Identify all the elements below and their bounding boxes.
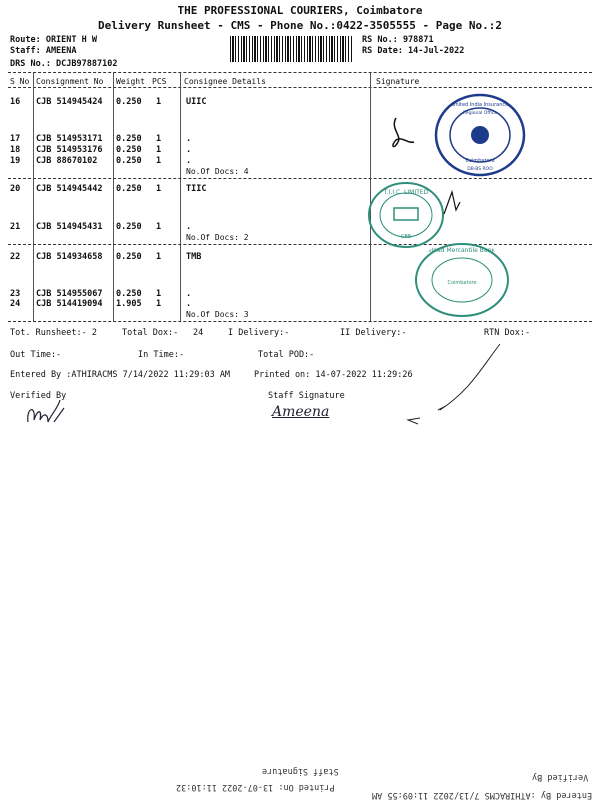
group-separator xyxy=(8,244,592,245)
total-dox-value: 24 xyxy=(193,328,204,338)
rs-date: RS Date: 14-Jul-2022 xyxy=(362,46,465,56)
cell-wt: 0.250 xyxy=(116,134,142,144)
tmb-stamp-icon xyxy=(412,240,512,320)
col-divider xyxy=(180,73,181,321)
bleed-printed-on: Printed On: 13-07-2022 11:10:32 xyxy=(176,782,335,792)
rs-number: RS No.: 978871 xyxy=(362,35,434,45)
tiic-stamp-text-1: T.I.I.C. LIMITED xyxy=(383,189,429,196)
cell-sno: 18 xyxy=(10,145,21,155)
cell-pcs: 1 xyxy=(156,184,162,194)
docs-count: No.Of Docs: 2 xyxy=(186,233,249,242)
cell-wt: 0.250 xyxy=(116,145,142,155)
uiic-stamp-text-4: DB-BS ROO xyxy=(467,167,493,172)
column-header: Consignment No xyxy=(36,77,104,86)
col-divider xyxy=(113,73,114,321)
delivery-signature-stroke-icon xyxy=(400,340,510,430)
uiic-stamp-text-3: Coimbatore xyxy=(465,158,495,164)
column-header: Weight xyxy=(116,77,145,86)
staff-label: Staff: AMEENA xyxy=(10,46,77,56)
cell-cons: CJB 514945431 xyxy=(36,222,103,232)
cell-sno: 24 xyxy=(10,299,21,309)
cell-wt: 0.250 xyxy=(116,97,142,107)
cell-cons: CJB 514953176 xyxy=(36,145,103,155)
cell-sno: 19 xyxy=(10,156,21,166)
docs-count: No.Of Docs: 4 xyxy=(186,167,249,176)
cell-sno: 17 xyxy=(10,134,21,144)
entered-by: Entered By :ATHIRACMS 7/14/2022 11:29:03 AM xyxy=(10,370,231,380)
tiic-stamp-text-2: CBE xyxy=(400,234,412,240)
cell-pcs: 1 xyxy=(156,222,162,232)
cell-detail: . xyxy=(186,289,192,299)
uiic-stamp-text-1: United India Insurance xyxy=(451,102,509,108)
tiic-stamp-icon xyxy=(366,180,446,250)
tmb-stamp-text-2: Coimbatore xyxy=(447,280,477,286)
cell-wt: 0.250 xyxy=(116,156,142,166)
cell-cons: CJB 514945442 xyxy=(36,184,103,194)
ii-delivery-label: II Delivery:- xyxy=(340,328,407,338)
bleed-entered-by: Entered By :ATHIRACMS 7/13/2022 11:09:55 AM xyxy=(372,790,593,800)
barcode xyxy=(230,36,352,62)
table-header-rule xyxy=(8,87,592,88)
total-pod-label: Total POD:- xyxy=(258,350,315,360)
cell-wt: 0.250 xyxy=(116,184,142,194)
bleed-staff-signature: Staff Signature xyxy=(262,766,339,776)
cell-pcs: 1 xyxy=(156,134,162,144)
cell-sno: 23 xyxy=(10,289,21,299)
cell-detail: TIIC xyxy=(186,184,207,194)
cell-pcs: 1 xyxy=(156,299,162,309)
cell-cons: CJB 514953171 xyxy=(36,134,103,144)
cell-wt: 1.905 xyxy=(116,299,142,309)
cell-wt: 0.250 xyxy=(116,222,142,232)
verified-by-label: Verified By xyxy=(10,391,67,401)
uiic-stamp-text-2: Regional Office xyxy=(463,111,497,116)
cell-detail: TMB xyxy=(186,252,202,262)
cell-cons: CJB 514934658 xyxy=(36,252,103,262)
in-time-label: In Time:- xyxy=(138,350,185,360)
cell-cons: CJB 514945424 xyxy=(36,97,103,107)
cell-pcs: 1 xyxy=(156,156,162,166)
cell-detail: . xyxy=(186,156,192,166)
staff-signature-handwriting: Ameena xyxy=(272,404,330,420)
cell-pcs: 1 xyxy=(156,289,162,299)
cell-pcs: 1 xyxy=(156,145,162,155)
cell-detail: UIIC xyxy=(186,97,207,107)
rtn-dox-label: RTN Dox:- xyxy=(484,328,531,338)
tiic-receiver-signature-icon xyxy=(440,188,464,218)
total-dox-label: Total Dox:- xyxy=(122,328,179,338)
cell-detail: . xyxy=(186,145,192,155)
cell-cons: CJB 88670102 xyxy=(36,156,98,166)
bleed-verified-by: Verified By xyxy=(532,772,589,782)
cell-sno: 22 xyxy=(10,252,21,262)
cell-detail: . xyxy=(186,134,192,144)
route-label: Route: ORIENT H W xyxy=(10,35,97,45)
company-name: THE PROFESSIONAL COURIERS, Coimbatore xyxy=(177,4,423,17)
out-time-label: Out Time:- xyxy=(10,350,62,360)
tmb-stamp-text-1: Tamilnad Mercantile Bank Ltd xyxy=(417,247,507,254)
i-delivery-label: I Delivery:- xyxy=(228,328,290,338)
docs-count: No.Of Docs: 3 xyxy=(186,310,249,319)
table-bottom-rule xyxy=(8,321,592,322)
column-header: S No xyxy=(10,77,30,86)
drs-number: DRS No.: DCJB97887102 xyxy=(10,59,118,69)
printed-on: Printed on: 14-07-2022 11:29:26 xyxy=(254,370,413,380)
total-runsheet: Tot. Runsheet:- 2 xyxy=(10,328,97,338)
staff-signature-label: Staff Signature xyxy=(268,391,345,401)
col-divider xyxy=(33,73,34,321)
cell-sno: 21 xyxy=(10,222,21,232)
cell-pcs: 1 xyxy=(156,252,162,262)
cell-sno: 16 xyxy=(10,97,21,107)
column-header: Consignee Details xyxy=(184,77,266,86)
uiic-stamp-icon xyxy=(432,92,528,178)
table-top-rule xyxy=(8,72,592,73)
cell-wt: 0.250 xyxy=(116,252,142,262)
cell-pcs: 1 xyxy=(156,97,162,107)
cell-sno: 20 xyxy=(10,184,21,194)
cell-wt: 0.250 xyxy=(116,289,142,299)
cell-cons: CJB 514419094 xyxy=(36,299,103,309)
group-separator xyxy=(8,178,592,179)
runsheet-title: Delivery Runsheet - CMS - Phone No.:0422-3505555 - Page No.:2 xyxy=(98,19,502,32)
column-header: PCS xyxy=(152,77,167,86)
cell-cons: CJB 514955067 xyxy=(36,289,103,299)
verifier-signature-icon xyxy=(24,398,72,428)
cell-detail: . xyxy=(186,299,192,309)
cell-detail: . xyxy=(186,222,192,232)
uiic-receiver-signature-icon xyxy=(388,112,418,154)
column-header: Signature xyxy=(376,77,420,86)
